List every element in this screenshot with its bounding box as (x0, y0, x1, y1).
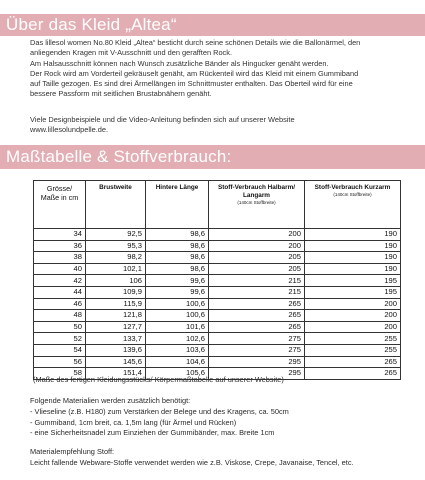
cell-back-length: 99,6 (146, 286, 209, 298)
section-heading-size-table: Maßtabelle & Stoffverbrauch: (0, 145, 425, 169)
table-row (34, 310, 401, 322)
cell-fabric-short: 265 (305, 356, 401, 368)
cell-fabric-half-long: 295 (209, 368, 305, 380)
table-row (34, 298, 401, 310)
table-row (34, 263, 401, 275)
table-row (34, 356, 401, 368)
cell-fabric-half-long: 215 (209, 275, 305, 287)
fabric-recommendation-text: Leicht fallende Webware-Stoffe verwendet werden wie z.B. Viskose, Crepe, Javanaise, Tencel, etc. (30, 458, 354, 467)
header-size: Grösse/ Maße in cm (34, 181, 86, 229)
cell-chest: 115,9 (86, 298, 146, 310)
header-chest: Brustweite (86, 181, 146, 229)
cell-fabric-half-long: 265 (209, 298, 305, 310)
cell-fabric-half-long: 275 (209, 333, 305, 345)
cell-back-length: 102,6 (146, 333, 209, 345)
cell-chest: 139,6 (86, 344, 146, 356)
table-row (34, 229, 401, 241)
cell-fabric-short: 255 (305, 333, 401, 345)
cell-fabric-short: 200 (305, 298, 401, 310)
cell-chest: 102,1 (86, 263, 146, 275)
cell-fabric-half-long: 265 (209, 310, 305, 322)
intro-line: Das lillesol women No.80 Kleid „Altea“ besticht durch seine schönen Details wie die Ballonärmel, den (30, 38, 361, 47)
cell-size: 48 (34, 310, 86, 322)
cell-size: 34 (34, 229, 86, 241)
cell-chest: 109,9 (86, 286, 146, 298)
header-fabric-half-long-note: (140cm Stoffbreite) (237, 200, 276, 205)
cell-fabric-short: 195 (305, 286, 401, 298)
cell-fabric-half-long: 200 (209, 240, 305, 252)
cell-chest: 145,6 (86, 356, 146, 368)
intro-line: auf Taille gezogen. Es sind drei Ärmellängen im Schnittmuster enthalten. Das Oberteil wird für eine (30, 79, 353, 89)
cell-fabric-short: 265 (305, 368, 401, 380)
cell-back-length: 98,6 (146, 229, 209, 241)
cell-chest: 127,7 (86, 321, 146, 333)
materials-item: - Gummiband, 1cm breit, ca. 1,5m lang (für Ärmel und Rücken) (30, 417, 237, 427)
materials-title: Folgende Materialien werden zusätzlich benötigt: (30, 396, 191, 405)
website-paragraph (30, 115, 422, 136)
cell-size: 52 (34, 333, 86, 345)
cell-size: 46 (34, 298, 86, 310)
cell-chest: 95,3 (86, 240, 146, 252)
website-line: Viele Designbeispiele und die Video-Anleitung befinden sich auf unserer Website (30, 115, 295, 124)
cell-size: 44 (34, 286, 86, 298)
table-row (34, 286, 401, 298)
cell-fabric-half-long: 200 (209, 229, 305, 241)
cell-back-length: 98,6 (146, 252, 209, 264)
cell-fabric-short: 190 (305, 229, 401, 241)
table-row (34, 321, 401, 333)
cell-fabric-short: 200 (305, 321, 401, 333)
header-fabric-half-long-label: Stoff-Verbrauch Halbarm/ Langarm (217, 184, 296, 199)
cell-back-length: 103,6 (146, 344, 209, 356)
cell-back-length: 101,6 (146, 321, 209, 333)
cell-chest: 98,2 (86, 252, 146, 264)
materials-list (30, 407, 289, 439)
table-row (34, 344, 401, 356)
cell-chest: 92,5 (86, 229, 146, 241)
cell-fabric-short: 190 (305, 240, 401, 252)
table-caption: (Maße des fertigen Kleidungsstücks/ Körpermaßtabelle auf unserer Website) (33, 375, 284, 384)
cell-chest: 151,4 (86, 368, 146, 380)
header-fabric-half-long (209, 181, 305, 229)
cell-fabric-half-long: 215 (209, 286, 305, 298)
cell-fabric-half-long: 205 (209, 252, 305, 264)
cell-size: 36 (34, 240, 86, 252)
cell-fabric-short: 195 (305, 275, 401, 287)
website-link[interactable]: www.lillesolundpelle.de. (30, 125, 109, 135)
cell-back-length: 99,6 (146, 275, 209, 287)
cell-back-length: 100,6 (146, 298, 209, 310)
cell-fabric-short: 190 (305, 252, 401, 264)
materials-item: - Vlieseline (z.B. H180) zum Verstärken der Belege und des Kragens, ca. 50cm (30, 407, 289, 416)
cell-fabric-half-long: 205 (209, 263, 305, 275)
fabric-recommendation-title: Materialempfehlung Stoff: (30, 447, 115, 456)
cell-back-length: 104,6 (146, 356, 209, 368)
cell-fabric-short: 200 (305, 310, 401, 322)
cell-size: 50 (34, 321, 86, 333)
table-row (34, 252, 401, 264)
table-row (34, 333, 401, 345)
table-row (34, 240, 401, 252)
cell-chest: 106 (86, 275, 146, 287)
cell-back-length: 105,6 (146, 368, 209, 380)
cell-size: 40 (34, 263, 86, 275)
header-back-length: Hintere Länge (146, 181, 209, 229)
cell-size: 58 (34, 368, 86, 380)
section-heading-about: Über das Kleid „Altea“ (0, 14, 425, 36)
cell-size: 56 (34, 356, 86, 368)
cell-size: 42 (34, 275, 86, 287)
intro-paragraph (30, 38, 422, 100)
cell-size: 54 (34, 344, 86, 356)
cell-back-length: 100,6 (146, 310, 209, 322)
intro-line: Am Halsausschnitt können nach Wunsch zusätzliche Bänder als Hingucker genäht werden. (30, 58, 329, 68)
cell-size: 38 (34, 252, 86, 264)
cell-fabric-short: 190 (305, 263, 401, 275)
cell-fabric-short: 255 (305, 344, 401, 356)
size-table-header-row (34, 181, 401, 229)
cell-fabric-half-long: 295 (209, 356, 305, 368)
intro-line: anliegenden Kragen mit V-Ausschnitt und den gerafften Rock. (30, 48, 233, 58)
header-fabric-short-note: (140cm Stoffbreite) (333, 192, 372, 197)
header-fabric-short-label: Stoff-Verbrauch Kurzarm (314, 184, 391, 191)
size-table (33, 180, 401, 380)
materials-item: - eine Sicherheitsnadel zum Einziehen der Gummibänder, max. Breite 1cm (30, 428, 275, 437)
cell-fabric-half-long: 265 (209, 321, 305, 333)
header-fabric-short (305, 181, 401, 229)
cell-back-length: 98,6 (146, 240, 209, 252)
intro-line: Der Rock wird am Vorderteil gekräuselt genäht, am Rückenteil wird das Kleid mit einem Gummiband (30, 68, 359, 78)
size-table-body (34, 229, 401, 380)
cell-fabric-half-long: 275 (209, 344, 305, 356)
cell-chest: 133,7 (86, 333, 146, 345)
table-row (34, 275, 401, 287)
cell-back-length: 98,6 (146, 263, 209, 275)
cell-chest: 121,8 (86, 310, 146, 322)
intro-line: bessere Passform mit seitlichen Brustabnähern genäht. (30, 89, 212, 99)
